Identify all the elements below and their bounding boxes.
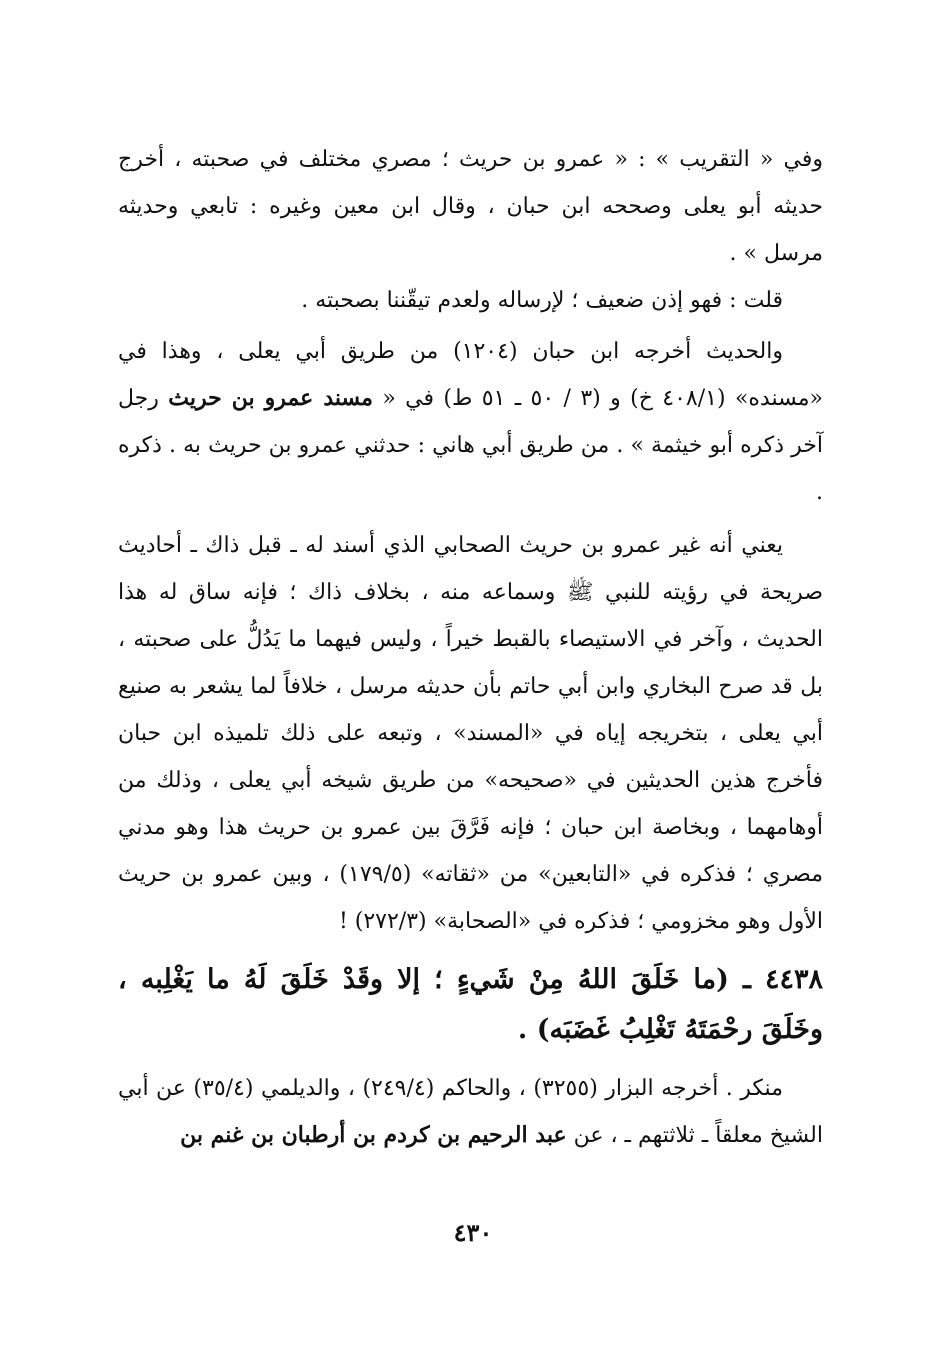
hadith-text: ـ (ما خَلَقَ اللهُ مِنْ شَيءٍ ؛ إلا وقَدْ خَلَقَ لَهُ ما يَغْلِبه ، وخَلَقَ رحْمَتَهُ تَغْلِبُ غَضَبَه) .: [118, 964, 823, 1045]
munkar-text: منكر . أخرجه البزار (٣٢٥٥) ، والحاكم (٢٤٩/٤) ، والديلمي (٣٥/٤) عن أبي الشيخ معلقاً ـ ثلاثتهم ـ ، عن: [118, 1076, 823, 1148]
paragraph-qultu: قلت : فهو إذن ضعيف ؛ لإرساله ولعدم تيقّننا بصحبته .: [301, 288, 783, 313]
main-text-block: [118, 136, 823, 1159]
munkar-bold-narrator: عبد الرحيم بن كردم بن أرطبان بن غنم بن: [180, 1122, 567, 1148]
takhrij-bold-musnad: مسند عمرو بن حريث: [168, 385, 373, 411]
hadith-number: ٤٤٣٨: [764, 964, 823, 995]
paragraph-munkar: [118, 1065, 823, 1159]
hadith-entry: [118, 955, 823, 1055]
takhrij-text-part1: والحديث أخرجه ابن حبان (١٢٠٤) من طريق أبي يعلى ، وهذا في «مسنده» (٤٠٨/١ خ) و (٣ / ٥٠ ـ ٥١ ط) في «: [118, 339, 823, 411]
paragraph-yani: يعني أنه غير عمرو بن حريث الصحابي الذي أسند له ـ قبل ذاك ـ أحاديث صريحة في رؤيته للنبي ﷺ وسماعه منه ، بخلاف ذاك ؛ فإنه ساق له هذا الحديث ، وآخر في الاستيصاء بالقبط خيراً ، وليس فيهما ما يَدُلُّ على صحبته ، بل قد صرح البخاري وابن أبي حاتم بأن حديثه مرسل ، خلافاً لما يشعر به صنيع أبي يعلى ، بتخريجه إياه في «المسند» ، وتبعه على ذلك تلميذه ابن حبان فأخرج هذين الحديثين في «صحيحه» من طريق شيخه أبي يعلى ، وذلك من أوهامهما ، وبخاصة ابن حبان ؛ فإنه فَرَّقَ بين عمرو بن حريث هذا وهو مدني مصري ؛ فذكره في «التابعين» من «ثقاته» (١٧٩/٥) ، وبين عمرو بن حريث الأول وهو مخزومي ؛ فذكره في «الصحابة» (٢٧٢/٣) !: [118, 533, 823, 934]
paragraph-taqrib: وفي « التقريب » : « عمرو بن حريث ؛ مصري مختلف في صحبته ، أخرج حديثه أبو يعلى وصححه ابن حبان ، وقال ابن معين وغيره : تابعي وحديثه مرسل » .: [118, 147, 823, 266]
paragraph-hadith-takhrij: [118, 328, 823, 516]
takhrij-text-part2: رجل آخر ذكره أبو خيثمة » . من طريق أبي هاني : حدثني عمرو بن حريث به . ذكره .: [118, 386, 823, 505]
page-number: ٤٣٠: [453, 1218, 493, 1247]
